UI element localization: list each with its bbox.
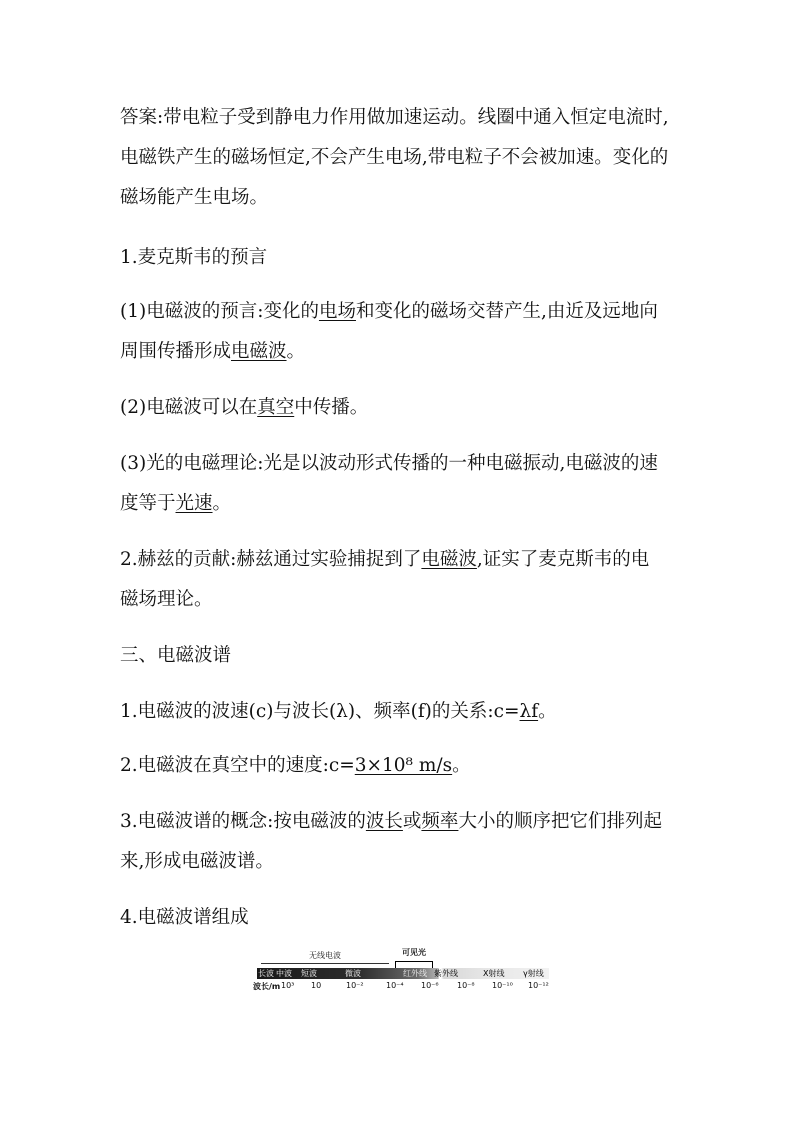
hertz-item bbox=[120, 548, 649, 572]
spectrum-figure bbox=[253, 948, 549, 996]
spectrum-item-4: 4.电磁波谱组成 bbox=[120, 907, 249, 928]
text: 。 bbox=[212, 493, 232, 514]
blank-answer: 真空 bbox=[257, 397, 295, 418]
tick-label: 10⁻¹⁰ bbox=[492, 981, 513, 990]
blank-answer: 光速 bbox=[175, 493, 213, 514]
maxwell-item-1-cont bbox=[120, 340, 305, 364]
answer-line-3: 磁场能产生电场。 bbox=[120, 187, 269, 208]
tick-label: 10³ bbox=[281, 981, 295, 990]
heading-maxwell: 1.麦克斯韦的预言 bbox=[120, 247, 268, 268]
spectrum-item-3 bbox=[120, 810, 662, 834]
blank-answer: λf bbox=[519, 701, 539, 722]
band-medium-wave: 中波 bbox=[276, 969, 292, 978]
blank-answer: 频率 bbox=[421, 811, 459, 832]
visible-bracket bbox=[395, 961, 433, 968]
text: 3.电磁波谱的概念:按电磁波的 bbox=[120, 811, 366, 832]
text: 大小的顺序把它们排列起 bbox=[458, 811, 662, 832]
text: 。 bbox=[452, 755, 471, 776]
band-infrared: 红外线 bbox=[403, 969, 427, 978]
blank-answer: 电场 bbox=[318, 301, 356, 322]
tick-label: 10⁻⁶ bbox=[421, 981, 439, 990]
maxwell-item-3: (3)光的电磁理论:光是以波动形式传播的一种电磁振动,电磁波的速 bbox=[120, 453, 658, 474]
band-microwave: 微波 bbox=[345, 969, 361, 978]
blank-answer: 波长 bbox=[365, 811, 403, 832]
text: 2.赫兹的贡献:赫兹通过实验捕捉到了 bbox=[120, 549, 422, 570]
band-gamma-ray: γ射线 bbox=[523, 969, 544, 978]
blank-answer: 3×10⁸ m/s bbox=[354, 755, 453, 776]
tick-label: 10⁻⁴ bbox=[386, 981, 404, 990]
text: 或 bbox=[402, 811, 422, 832]
spectrum-item-1 bbox=[120, 700, 557, 724]
text: (2)电磁波可以在 bbox=[120, 397, 258, 418]
tick-label: 10 bbox=[311, 981, 322, 990]
text: (1)电磁波的预言:变化的 bbox=[120, 301, 319, 322]
hertz-item-cont: 磁场理论。 bbox=[120, 589, 213, 610]
section-heading-spectrum: 三、电磁波谱 bbox=[120, 645, 232, 666]
text: 2.电磁波在真空中的速度:c= bbox=[120, 755, 355, 776]
blank-answer: 电磁波 bbox=[421, 549, 477, 570]
answer-line-2: 电磁铁产生的磁场恒定,不会产生电场,带电粒子不会被加速。变化的 bbox=[120, 147, 669, 168]
blank-answer: 电磁波 bbox=[231, 341, 287, 362]
maxwell-item-3-cont bbox=[120, 492, 231, 516]
visible-label: 可见光 bbox=[402, 948, 426, 957]
axis-label: 波长/m bbox=[253, 982, 281, 991]
band-ultraviolet: 紫外线 bbox=[434, 969, 458, 978]
text: 中传播。 bbox=[294, 397, 369, 418]
tick-label: 10⁻¹² bbox=[528, 981, 549, 990]
maxwell-item-1 bbox=[120, 300, 658, 324]
radio-label: 无线电波 bbox=[309, 951, 341, 960]
text: 度等于 bbox=[120, 493, 176, 514]
text: ,证实了麦克斯韦的电 bbox=[476, 549, 650, 570]
tick-label: 10⁻² bbox=[346, 981, 364, 990]
maxwell-item-2 bbox=[120, 396, 368, 420]
spectrum-bar bbox=[257, 968, 549, 979]
text: 1.电磁波的波速(c)与波长(λ)、频率(f)的关系:c= bbox=[120, 701, 520, 722]
text: 。 bbox=[286, 341, 306, 362]
band-x-ray: X射线 bbox=[483, 969, 505, 978]
radio-range-line bbox=[261, 963, 389, 964]
spectrum-item-3-cont: 来,形成电磁波谱。 bbox=[120, 851, 274, 872]
text: 和变化的磁场交替产生,由近及远地向 bbox=[355, 301, 658, 322]
answer-line-1: 答案:带电粒子受到静电力作用做加速运动。线圈中通入恒定电流时, bbox=[120, 107, 669, 128]
spectrum-item-2 bbox=[120, 754, 471, 778]
text: 。 bbox=[538, 701, 557, 722]
tick-label: 10⁻⁸ bbox=[457, 981, 475, 990]
band-long-wave: 长波 bbox=[258, 969, 274, 978]
band-short-wave: 短波 bbox=[301, 969, 317, 978]
text: 周围传播形成 bbox=[120, 341, 232, 362]
